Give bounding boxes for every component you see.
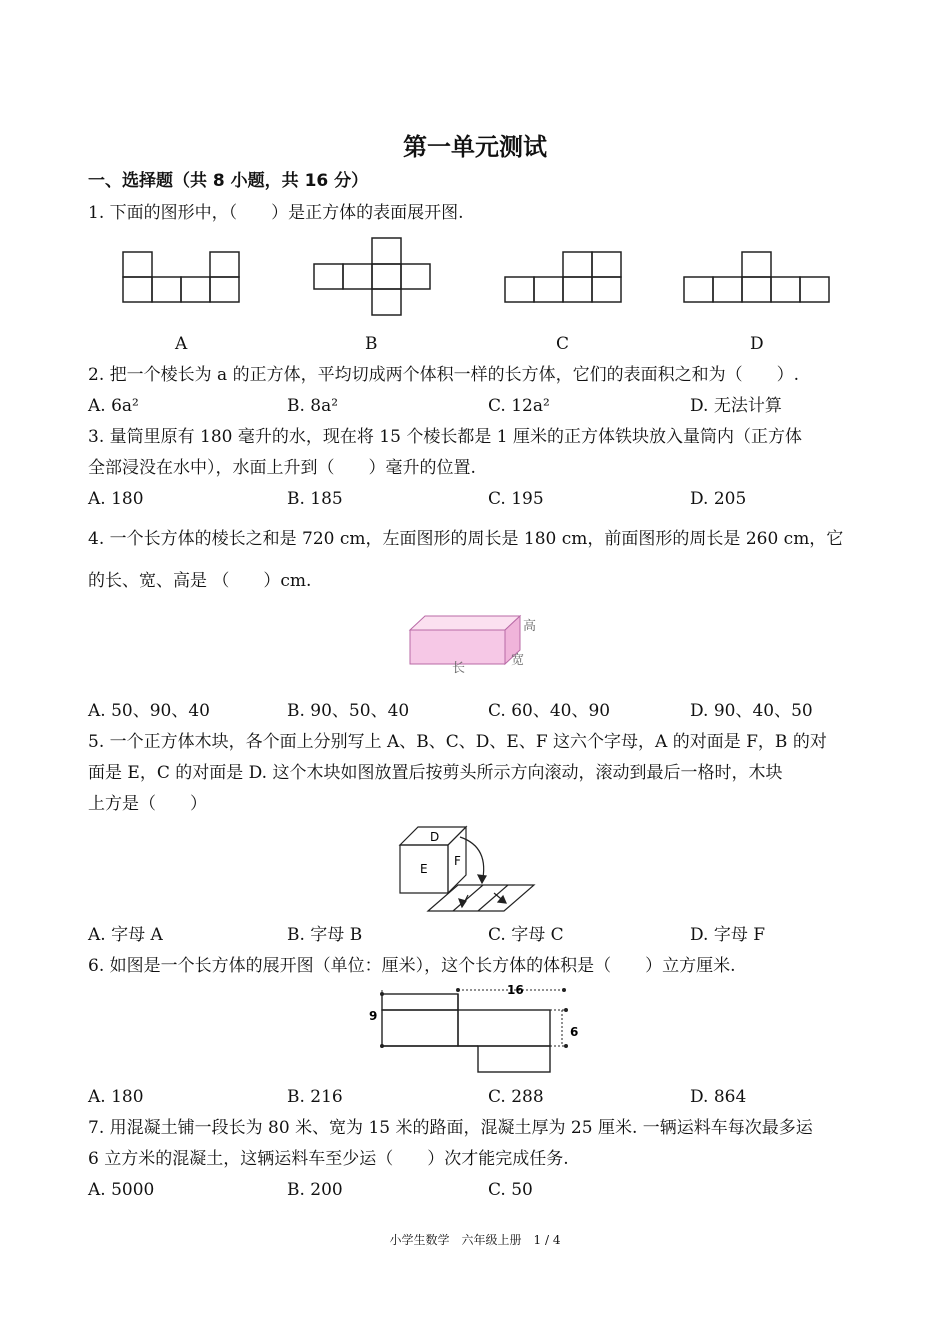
q7-option-a[interactable]: A. 5000 [88, 1180, 155, 1200]
q2-option-d[interactable]: D. 无法计算 [690, 396, 782, 416]
q4-option-c[interactable]: C. 60、40、90 [488, 701, 611, 721]
page-title: 第一单元测试 [403, 133, 547, 161]
q7-option-b[interactable]: B. 200 [287, 1180, 343, 1200]
q6-option-c[interactable]: C. 288 [488, 1087, 544, 1107]
q2-option-a[interactable]: A. 6a² [88, 396, 139, 416]
section-heading: 一、选择题（共 8 小题，共 16 分） [88, 171, 369, 191]
question-5-stem-line2: 面是 E，C 的对面是 D. 这个木块如图放置后按剪头所示方向滚动，滚动到最后一格时，木块 [88, 763, 783, 783]
q5-option-d[interactable]: D. 字母 F [690, 925, 766, 945]
q3-option-a[interactable]: A. 180 [88, 489, 144, 509]
q4-option-b[interactable]: B. 90、50、40 [287, 701, 410, 721]
q3-option-d[interactable]: D. 205 [690, 489, 747, 509]
q6-option-a[interactable]: A. 180 [88, 1087, 144, 1107]
q1-net-d [683, 251, 833, 303]
q1-net-a [122, 251, 242, 303]
question-6-stem: 6. 如图是一个长方体的展开图（单位：厘米），这个长方体的体积是（ ）立方厘米. [88, 956, 736, 976]
q1-label-a: A [175, 334, 188, 354]
q4-label-long: 长 [452, 661, 466, 676]
question-7-stem-line2: 6 立方米的混凝土，这辆运料车至少运（ ）次才能完成任务. [88, 1149, 569, 1169]
question-3-stem-line2: 全部浸没在水中），水面上升到（ ）毫升的位置. [88, 458, 476, 478]
q6-label-right: 6 [570, 1025, 579, 1039]
question-3-stem-line1: 3. 量筒里原有 180 毫升的水，现在将 15 个棱长都是 1 厘米的正方体铁块放入量筒内（正方体 [88, 427, 802, 447]
page-footer: 小学生数学 六年级上册 1 / 4 [389, 1233, 561, 1247]
q2-option-b[interactable]: B. 8a² [287, 396, 339, 416]
q4-label-wide: 宽 [511, 653, 525, 668]
question-1-stem: 1. 下面的图形中，（ ）是正方体的表面展开图. [88, 203, 464, 223]
question-7-stem-line1: 7. 用混凝土铺一段长为 80 米、宽为 15 米的路面，混凝土厚为 25 厘米. 一辆运料车每次最多运 [88, 1118, 813, 1138]
q1-net-c [504, 251, 624, 303]
q5-label-side: F [454, 854, 461, 868]
question-2-stem: 2. 把一个棱长为 a 的正方体，平均切成两个体积一样的长方体，它们的表面积之和为（ ）. [88, 365, 799, 385]
q2-option-c[interactable]: C. 12a² [488, 396, 550, 416]
q4-option-a[interactable]: A. 50、90、40 [88, 701, 210, 721]
question-4-stem-line2: 的长、宽、高是 （ ）cm. [88, 571, 312, 591]
q5-option-a[interactable]: A. 字母 A [88, 925, 163, 945]
q6-label-left: 9 [369, 1009, 378, 1023]
q6-label-top: 16 [507, 983, 524, 997]
q4-cuboid-figure [405, 612, 545, 674]
q1-label-b: B [365, 334, 378, 354]
question-5-stem-line3: 上方是（ ） [88, 794, 207, 814]
q5-rolling-cube-figure [398, 823, 538, 915]
q6-option-d[interactable]: D. 864 [690, 1087, 747, 1107]
q7-option-c[interactable]: C. 50 [488, 1180, 533, 1200]
q5-label-front: E [420, 862, 428, 876]
q6-option-b[interactable]: B. 216 [287, 1087, 343, 1107]
q1-net-b [313, 237, 433, 317]
q5-label-top: D [430, 830, 440, 844]
q1-label-c: C [556, 334, 570, 354]
q1-label-d: D [750, 334, 764, 354]
q5-option-b[interactable]: B. 字母 B [287, 925, 363, 945]
q3-option-c[interactable]: C. 195 [488, 489, 544, 509]
q6-net-figure [366, 984, 586, 1076]
question-4-stem-line1: 4. 一个长方体的棱长之和是 720 cm，左面图形的周长是 180 cm，前面图形的周长是 260 cm，它 [88, 529, 844, 549]
question-5-stem-line1: 5. 一个正方体木块，各个面上分别写上 A、B、C、D、E、F 这六个字母，A 的对面是 F，B 的对 [88, 732, 827, 752]
q5-option-c[interactable]: C. 字母 C [488, 925, 564, 945]
q4-label-high: 高 [523, 619, 537, 634]
q3-option-b[interactable]: B. 185 [287, 489, 343, 509]
q4-option-d[interactable]: D. 90、40、50 [690, 701, 813, 721]
